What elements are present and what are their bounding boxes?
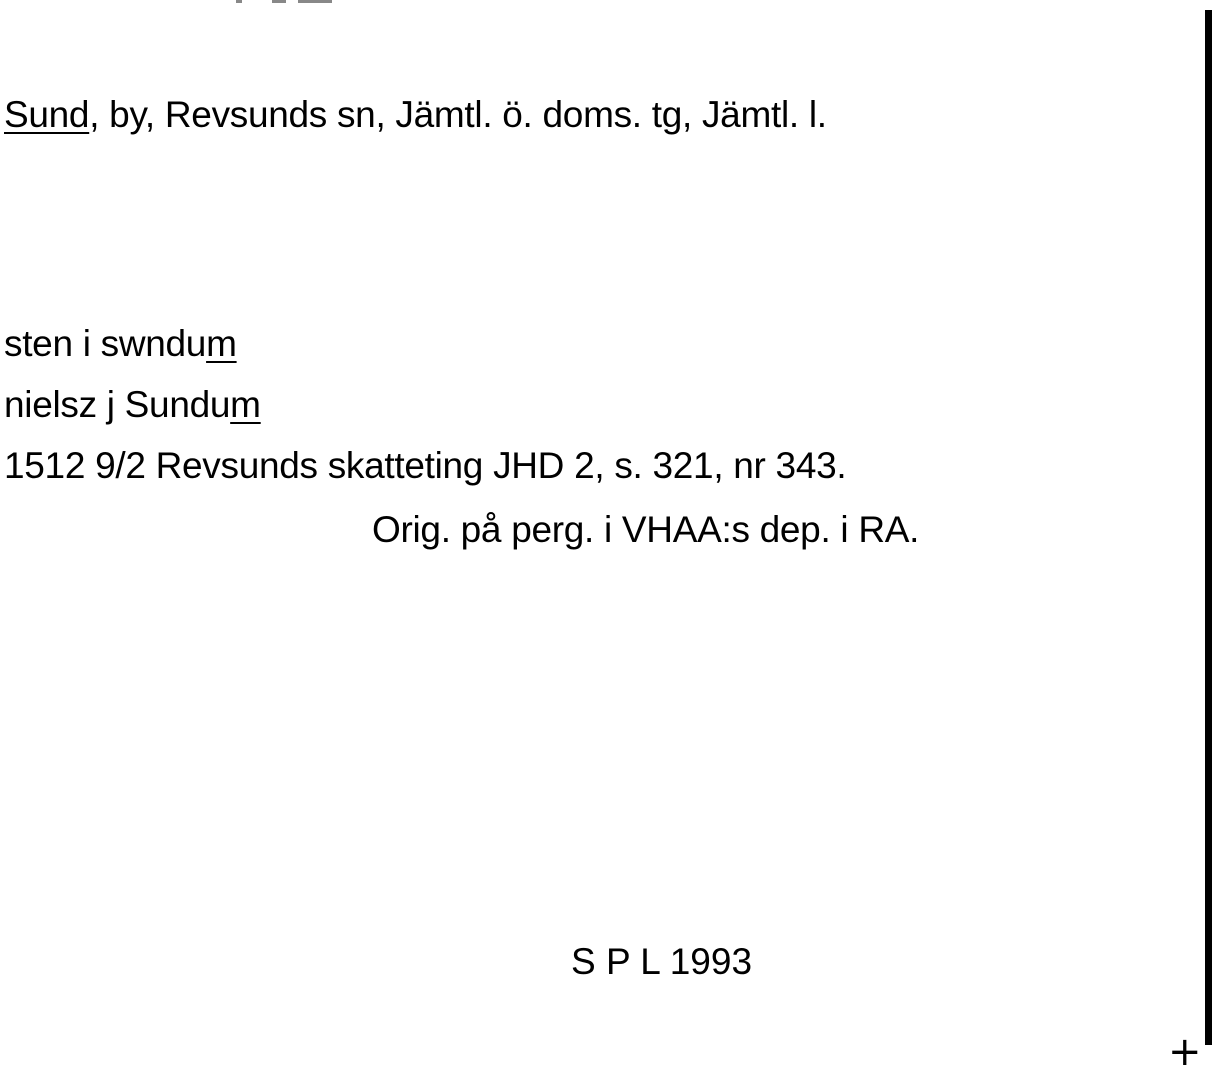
original-location: Orig. på perg. i VHAA:s dep. i RA. (372, 509, 920, 550)
place-name: Sund (4, 94, 90, 135)
place-description: , by, Revsunds sn, Jämtl. ö. doms. tg, Jämtl. l. (89, 94, 827, 135)
card-heading (4, 93, 827, 137)
corner-plus-mark: + (1168, 1029, 1202, 1075)
name-form-text: nielsz j Sundu (4, 384, 231, 425)
edge-mark (272, 0, 286, 3)
name-form-1 (4, 322, 237, 366)
edge-mark (236, 0, 242, 3)
name-form-abbrev: m (206, 323, 237, 364)
name-form-text: sten i swndu (4, 323, 207, 364)
name-form-abbrev: m (230, 384, 261, 425)
top-edge-marks (236, 0, 346, 4)
name-form-2 (4, 383, 261, 427)
source-reference: 1512 9/2 Revsunds skatteting JHD 2, s. 321, nr 343. (4, 445, 847, 486)
card-footer-signature: S P L 1993 (571, 941, 753, 982)
card-right-border (1205, 10, 1212, 1045)
edge-mark (298, 0, 332, 3)
